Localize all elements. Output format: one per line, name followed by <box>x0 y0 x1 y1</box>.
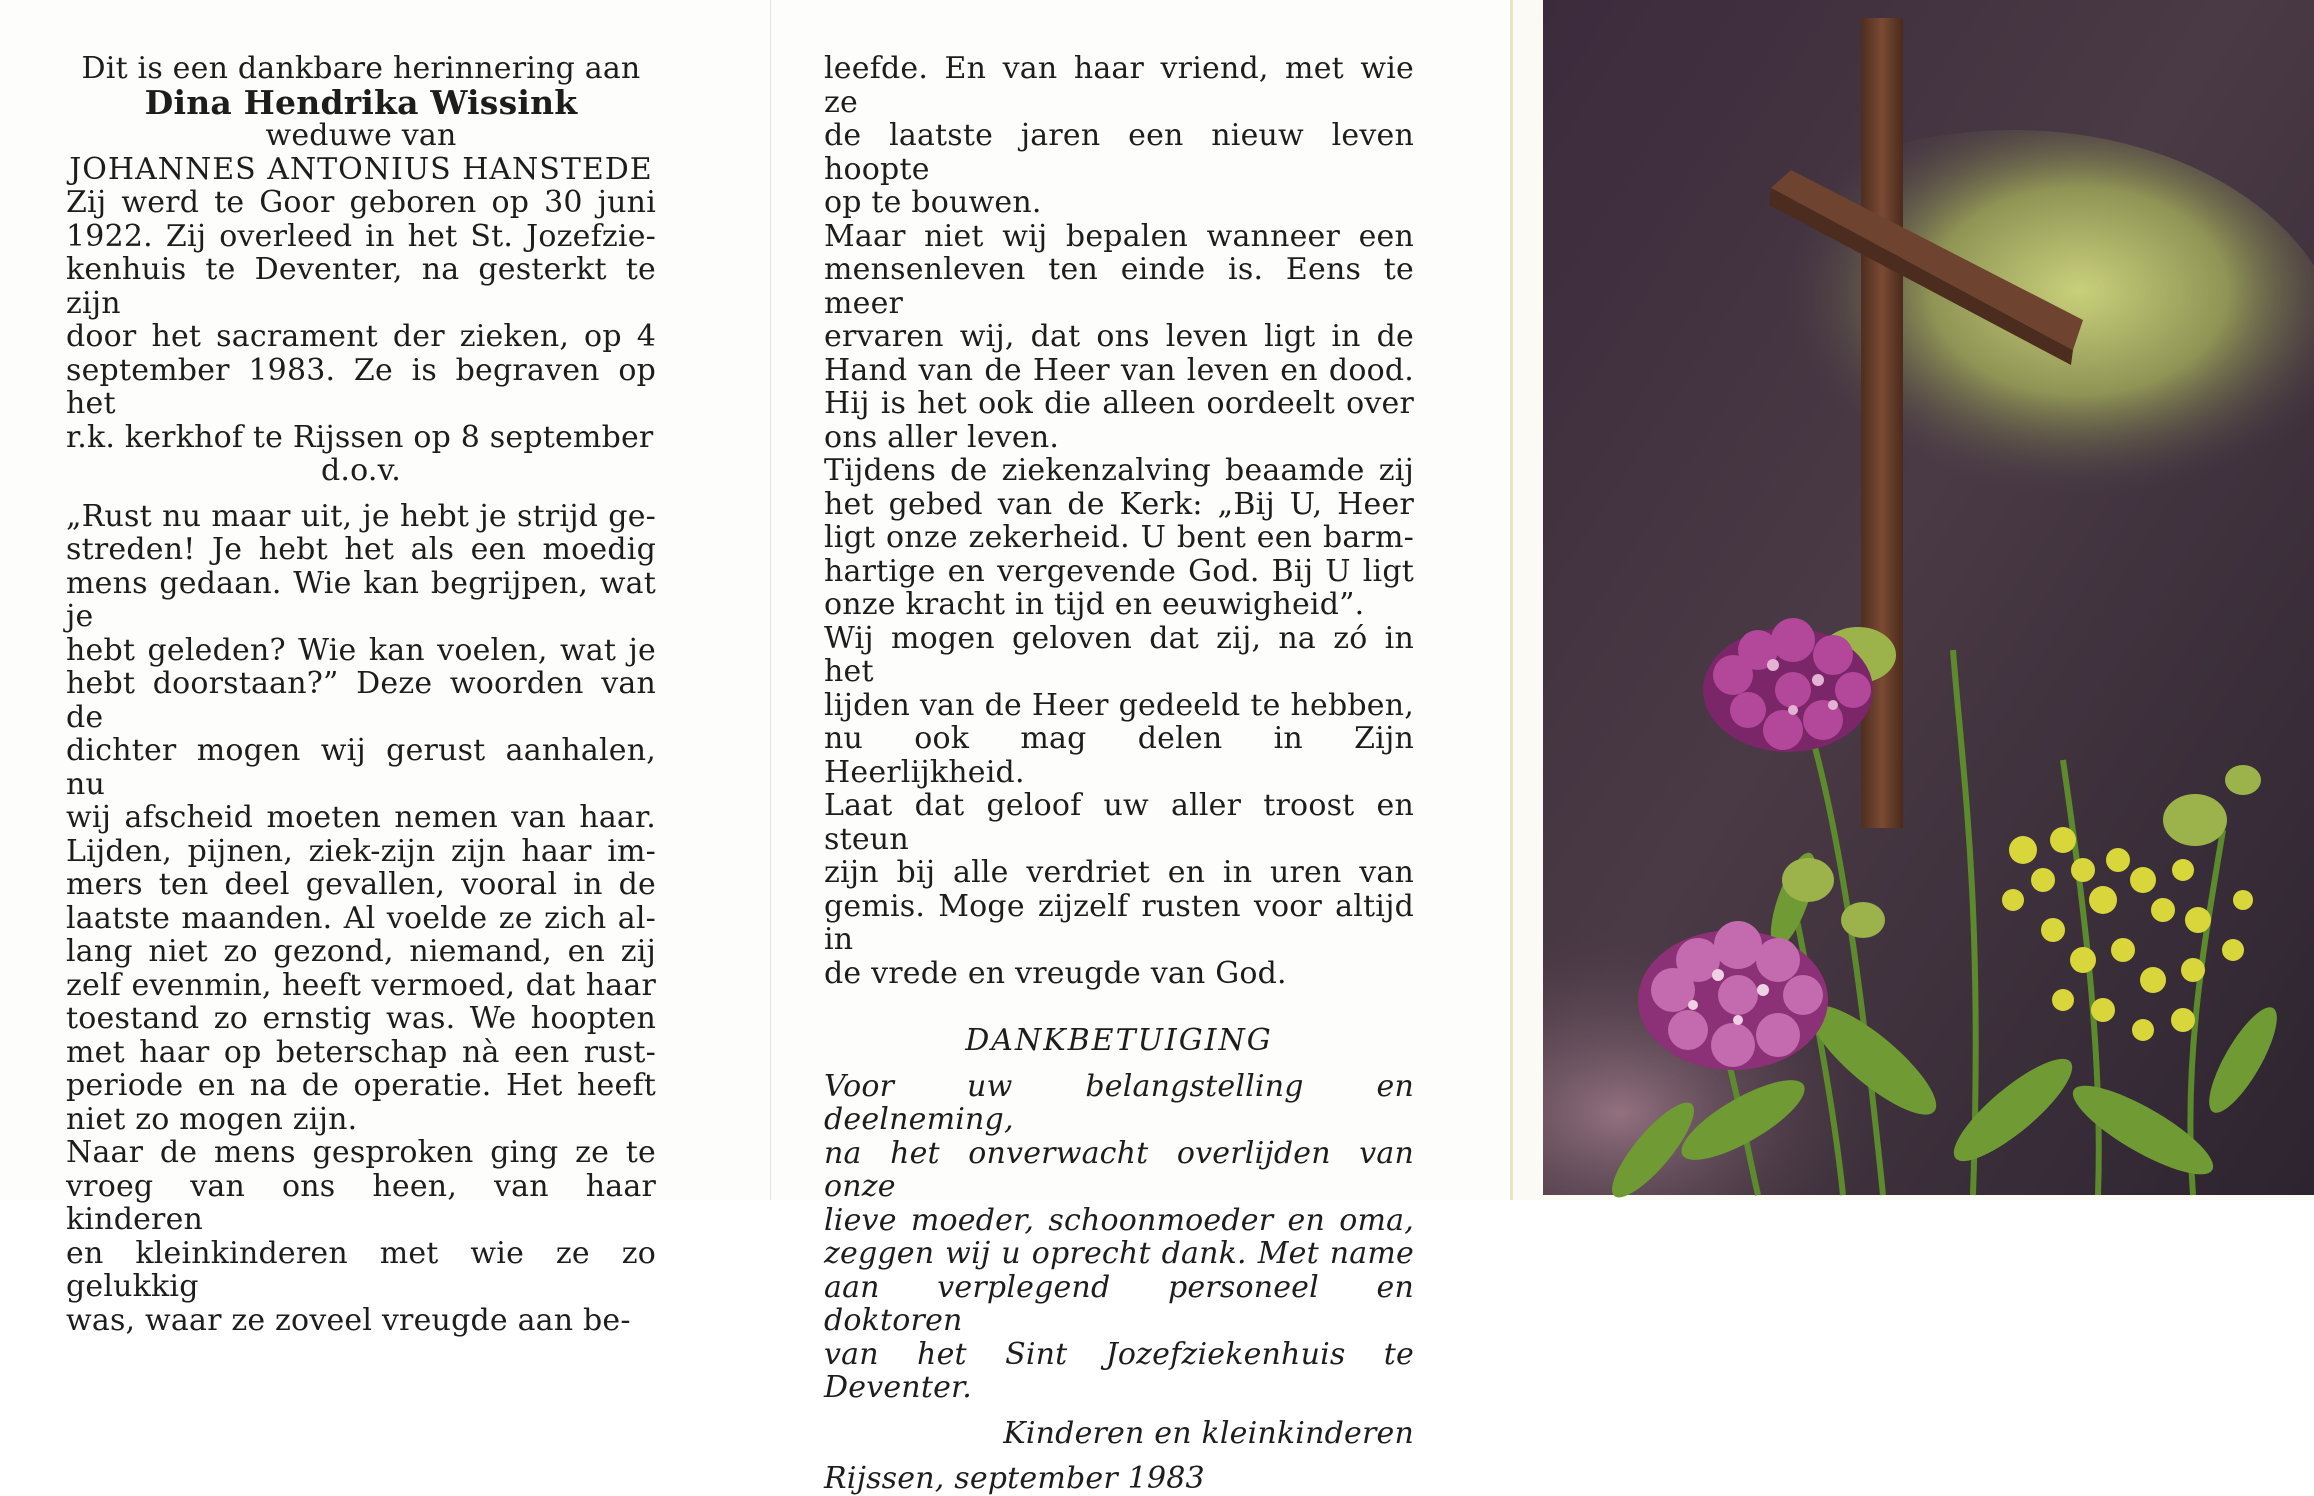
middle-line: Hand van de Heer van leven en dood. <box>824 352 1414 388</box>
middle-text <box>824 52 1414 990</box>
poem-line: met haar op beterschap nà een rust- <box>66 1034 656 1070</box>
middle-line: het gebed van de Kerk: „Bij U, Heer <box>824 486 1414 522</box>
poem-line: dichter mogen wij gerust aanhalen, nu <box>66 733 656 802</box>
poem-line: hebt geleden? Wie kan voelen, wat je <box>66 632 656 668</box>
middle-line: ligt onze zekerheid. U bent een barm- <box>824 520 1414 555</box>
middle-line: ons aller leven. <box>824 419 1060 455</box>
middle-line: hartige en vergevende God. Bij U ligt <box>824 553 1414 589</box>
biography <box>66 186 656 454</box>
poem-line: periode en na de operatie. Het heeft <box>66 1068 656 1103</box>
signature: Kinderen en kleinkinderen <box>1003 1415 1414 1451</box>
poem-line: toestand zo ernstig was. We hoopten <box>66 1001 656 1036</box>
poem-line: mers ten deel gevallen, vooral in de <box>66 867 656 902</box>
poem-text <box>66 500 656 1338</box>
dov-line: d.o.v. <box>321 453 401 488</box>
poem-line: hebt doorstaan?” Deze woorden van de <box>66 666 656 735</box>
poem-line: was, waar ze zoveel vreugde aan be- <box>66 1302 631 1338</box>
thanks-line: zeggen wij u oprecht dank. Met name <box>824 1236 1414 1271</box>
poem-line: vroeg van ons heen, van haar kinderen <box>66 1168 656 1237</box>
left-text-column <box>66 52 656 1337</box>
thanks-line: van het Sint Jozefziekenhuis te Deventer. <box>824 1336 1414 1405</box>
widow-of-line: weduwe van <box>265 118 457 153</box>
middle-line: zijn bij alle verdriet en in uren van <box>824 855 1414 890</box>
middle-line: Hij is het ook die alleen oordeelt over <box>824 386 1414 421</box>
poem-line: lang niet zo gezond, niemand, en zij <box>66 934 656 969</box>
bio-line: september 1983. Ze is begraven op het <box>66 352 656 421</box>
bio-line: Zij werd te Goor geboren op 30 juni <box>66 185 656 220</box>
intro-line: Dit is een dankbare herinnering aan <box>81 51 641 86</box>
bio-line: 1922. Zij overleed in het St. Jozefzie- <box>66 218 656 254</box>
middle-line: ervaren wij, dat ons leven ligt in de <box>824 319 1414 354</box>
bio-line: door het sacrament der zieken, op 4 <box>66 319 656 354</box>
middle-line: Tijdens de ziekenzalving beaamde zij <box>824 453 1414 488</box>
middle-line: gemis. Moge zijzelf rusten voor altijd in <box>824 888 1414 957</box>
middle-line: Maar niet wij bepalen wanneer een <box>824 218 1414 254</box>
deceased-name: Dina Hendrika Wissink <box>144 82 578 122</box>
poem-line: laatste maanden. Al voelde ze zich al- <box>66 900 656 936</box>
thanks-line: Voor uw belangstelling en deelneming, <box>824 1068 1414 1137</box>
middle-line: leefde. En van haar vriend, met wie ze <box>824 51 1414 120</box>
middle-line: nu ook mag delen in Zijn Heerlijkheid. <box>824 721 1414 790</box>
poem-line: mens gedaan. Wie kan begrijpen, wat je <box>66 565 656 634</box>
middle-line: op te bouwen. <box>824 185 1042 220</box>
middle-line: de laatste jaren een nieuw leven hoopte <box>824 118 1414 187</box>
thanks-title: DANKBETUIGING <box>965 1023 1273 1058</box>
poem-line: „Rust nu maar uit, je hebt je strijd ge- <box>66 498 656 534</box>
cross-flowers-photo <box>1543 0 2314 1195</box>
right-panel <box>1510 0 2314 1200</box>
bio-line: r.k. kerkhof te Rijssen op 8 september <box>66 419 654 455</box>
middle-line: mensenleven ten einde is. Eens te meer <box>824 252 1414 321</box>
thanks-line: lieve moeder, schoonmoeder en oma, <box>824 1202 1414 1238</box>
photo <box>1543 0 2314 1195</box>
place-date: Rijssen, september 1983 <box>824 1461 1205 1496</box>
poem-line: wij afscheid moeten nemen van haar. <box>66 800 656 835</box>
poem-line: niet zo mogen zijn. <box>66 1101 358 1137</box>
middle-line: onze kracht in tijd en eeuwigheid”. <box>824 587 1365 622</box>
poem-line: streden! Je hebt het als een moedig <box>66 532 656 567</box>
thanks-text <box>824 1070 1414 1405</box>
poem-line: en kleinkinderen met wie ze zo gelukkig <box>66 1235 656 1304</box>
thanks-line: aan verplegend personeel en doktoren <box>824 1269 1414 1338</box>
middle-line: Wij mogen geloven dat zij, na zó in het <box>824 620 1414 689</box>
poem-line: Lijden, pijnen, ziek-zijn zijn haar im- <box>66 833 656 869</box>
poem-line: zelf evenmin, heeft vermoed, dat haar <box>66 967 656 1003</box>
thanks-line: na het onverwacht overlijden van onze <box>824 1135 1414 1204</box>
husband-name: JOHANNES ANTONIUS HANSTEDE <box>69 151 653 187</box>
middle-text-column <box>824 52 1414 1496</box>
middle-line: lijden van de Heer gedeeld te hebben, <box>824 687 1414 723</box>
bio-line: kenhuis te Deventer, na gesterkt te zijn <box>66 252 656 321</box>
middle-line: de vrede en vreugde van God. <box>824 955 1287 991</box>
poem-line: Naar de mens gesproken ging ze te <box>66 1135 656 1170</box>
middle-line: Laat dat geloof uw aller troost en steun <box>824 788 1414 857</box>
